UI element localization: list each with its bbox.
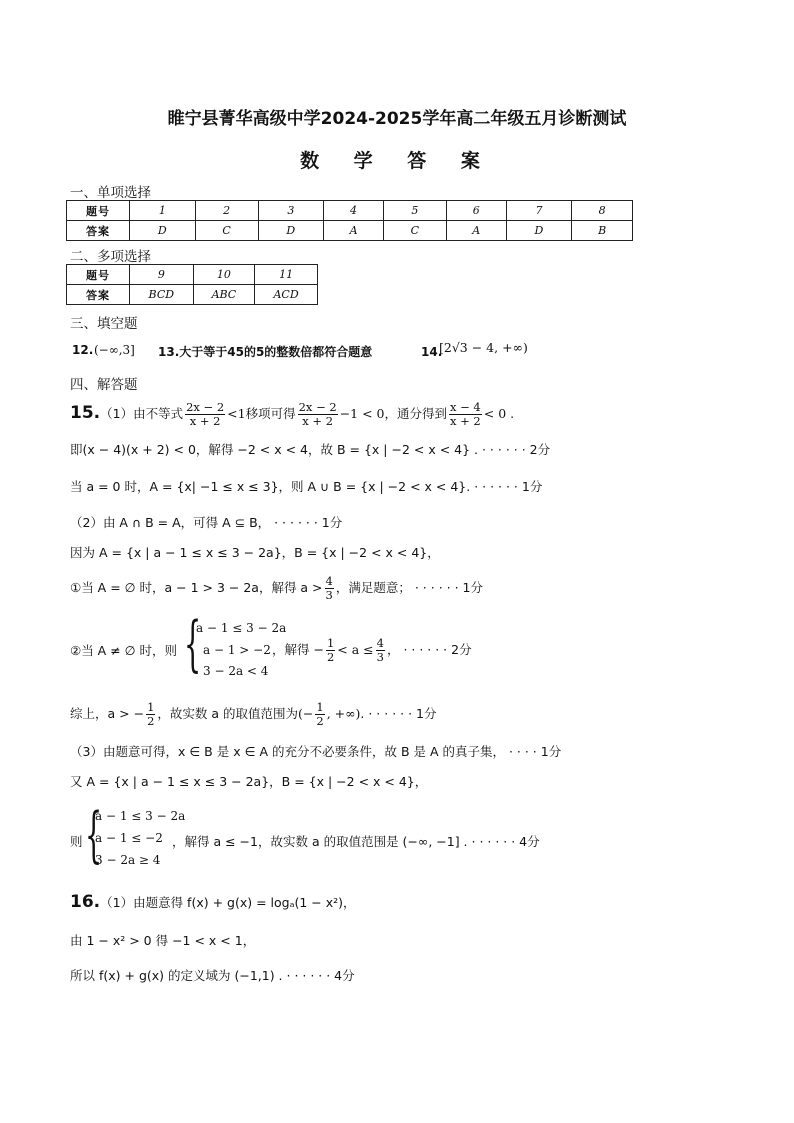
system-line: a − 1 ≤ −2	[95, 831, 163, 845]
interval-close: , +∞)	[326, 706, 361, 721]
section-fill-blank-heading: 三、填空题	[70, 316, 138, 332]
q15-line-7-result	[272, 634, 472, 666]
q15-line-10: 又 A = {x | a − 1 ≤ x ≤ 3 − 2a}，B = {x | −2 < x < 4}，	[70, 774, 428, 789]
table-row	[67, 285, 318, 305]
text-run: . · · · · · · 1分	[360, 706, 437, 721]
fraction-denominator: 2	[316, 714, 324, 728]
fraction-numerator: 2x − 2	[186, 400, 225, 414]
table-cell: 4	[324, 201, 384, 221]
q14-answer: [2√3 − 4, +∞)	[439, 340, 528, 355]
q15-line-7-label: ②当 A ≠ ∅ 时，则	[70, 643, 178, 658]
q15-number: 15.	[70, 403, 101, 423]
text-run: ，故实数 a 的取值范围为	[157, 706, 298, 721]
section-solutions-heading: 四、解答题	[70, 377, 138, 393]
table-cell: 1	[130, 201, 196, 221]
table-row-label: 题号	[67, 265, 130, 285]
q15-line-4: （2）由 A ∩ B = A，可得 A ⊆ B， · · · · · · 1分	[70, 515, 343, 530]
fraction	[326, 637, 335, 664]
text-run: ，解得 −	[272, 642, 324, 657]
table-row	[67, 265, 318, 285]
interval-open: (−	[298, 706, 314, 721]
q16-number: 16.	[70, 892, 101, 912]
table-row-label: 答案	[67, 221, 130, 241]
table-cell: C	[195, 221, 258, 241]
table-row-label: 题号	[67, 201, 130, 221]
table-cell: 10	[193, 265, 255, 285]
table-row	[67, 201, 633, 221]
q16-line-3: 所以 f(x) + g(x) 的定义域为 (−1,1) . · · · · · · 4分	[70, 968, 355, 983]
q15-line-2: 即(x − 4)(x + 2) < 0，解得 −2 < x < 4，故 B = {x | −2 < x < 4} . · · · · · · 2分	[70, 442, 551, 457]
fraction-numerator: 2x − 2	[298, 400, 337, 414]
fraction-numerator: x − 4	[450, 400, 481, 414]
system-brace: {	[184, 609, 202, 679]
table-cell: B	[572, 221, 633, 241]
system-line: a − 1 ≤ 3 − 2a	[95, 809, 186, 823]
fraction-denominator: x + 2	[302, 414, 334, 428]
q12-answer: (−∞,3]	[94, 343, 135, 357]
text-run: <1移项可得	[227, 406, 296, 421]
text-run: < a ≤	[337, 642, 374, 657]
fraction-numerator: 1	[316, 700, 324, 714]
system-line: 3 − 2a < 4	[203, 664, 269, 678]
q12-label: 12.	[72, 343, 94, 357]
system-line: a − 1 > −2	[203, 643, 271, 657]
table-cell: 2	[195, 201, 258, 221]
text-run: （1）由题意得 f(x) + g(x) = logₐ(1 − x²)，	[100, 895, 356, 910]
text-run: ， · · · · · · 2分	[386, 642, 472, 657]
fraction	[376, 637, 385, 664]
table-cell: 7	[506, 201, 572, 221]
single-choice-answer-table	[66, 200, 633, 241]
table-cell: D	[506, 221, 572, 241]
system-line: a − 1 ≤ 3 − 2a	[196, 621, 287, 635]
q15-line-9: （3）由题意可得，x ∈ B 是 x ∈ A 的充分不必要条件，故 B 是 A 的真子集， · · · · 1分	[70, 744, 562, 759]
system-line: 3 − 2a ≥ 4	[95, 853, 161, 867]
document-title: 睢宁县菁华高级中学2024-2025学年高二年级五月诊断测试	[167, 109, 627, 129]
q15-line-1	[70, 398, 514, 428]
system-brace: {	[85, 800, 103, 870]
q15-line-8	[70, 698, 437, 730]
q16-line-2: 由 1 − x² > 0 得 −1 < x < 1，	[70, 933, 256, 948]
table-cell: 9	[130, 265, 194, 285]
section-multiple-choice-heading: 二、多项选择	[70, 249, 151, 265]
q15-line-5: 因为 A = {x | a − 1 ≤ x ≤ 3 − 2a}，B = {x | −2 < x < 4}，	[70, 545, 440, 560]
fraction-denominator: 2	[147, 714, 155, 728]
fraction-numerator: 1	[147, 700, 155, 714]
table-cell: C	[383, 221, 446, 241]
q15-line-11-label: 则	[70, 834, 83, 849]
fraction	[315, 701, 324, 728]
fraction-numerator: 1	[326, 636, 335, 650]
section-single-choice-heading: 一、单项选择	[70, 185, 151, 201]
document-subtitle: 数 学 答 案	[300, 150, 494, 172]
fraction-denominator: 3	[376, 650, 384, 664]
fraction	[298, 401, 338, 428]
text-run: ①当 A = ∅ 时，a − 1 > 3 − 2a，解得 a >	[70, 580, 323, 595]
table-cell: 3	[258, 201, 324, 221]
fraction-numerator: 4	[376, 636, 384, 650]
table-cell: BCD	[130, 285, 194, 305]
q15-line-11-result: ，解得 a ≤ −1，故实数 a 的取值范围是 (−∞, −1] . · · · · · · 4分	[172, 834, 540, 849]
q16-line-1	[70, 890, 356, 914]
q15-line-6	[70, 572, 483, 604]
fraction	[325, 575, 334, 602]
fraction-denominator: x + 2	[189, 414, 221, 428]
text-run: −1 < 0，通分得到	[339, 406, 447, 421]
table-cell: D	[258, 221, 324, 241]
fraction-numerator: 4	[325, 574, 333, 588]
text-run: （1）由不等式	[100, 406, 184, 421]
table-cell: D	[130, 221, 196, 241]
table-row	[67, 221, 633, 241]
multiple-choice-answer-table	[66, 264, 318, 305]
fraction-denominator: x + 2	[450, 414, 481, 428]
text-run: ，满足题意； · · · · · · 1分	[335, 580, 483, 595]
text-run: 综上，a > −	[70, 706, 145, 721]
table-cell: A	[446, 221, 506, 241]
table-cell: 5	[383, 201, 446, 221]
table-cell: 11	[255, 265, 318, 285]
fraction	[449, 401, 482, 428]
table-row-label: 答案	[67, 285, 130, 305]
q13-answer: 13.大于等于45的5的整数倍都符合题意	[158, 345, 373, 359]
text-run: < 0 .	[483, 406, 515, 421]
fraction-denominator: 3	[325, 588, 333, 602]
q14-label: 14.	[421, 345, 443, 359]
table-cell: ABC	[193, 285, 255, 305]
table-cell: ACD	[255, 285, 318, 305]
table-cell: 8	[572, 201, 633, 221]
q15-line-3: 当 a = 0 时，A = {x| −1 ≤ x ≤ 3}，则 A ∪ B = {x | −2 < x < 4}. · · · · · · 1分	[70, 479, 543, 494]
fraction-denominator: 2	[326, 650, 335, 664]
fraction	[146, 701, 155, 728]
table-cell: 6	[446, 201, 506, 221]
fraction	[185, 401, 225, 428]
table-cell: A	[324, 221, 384, 241]
